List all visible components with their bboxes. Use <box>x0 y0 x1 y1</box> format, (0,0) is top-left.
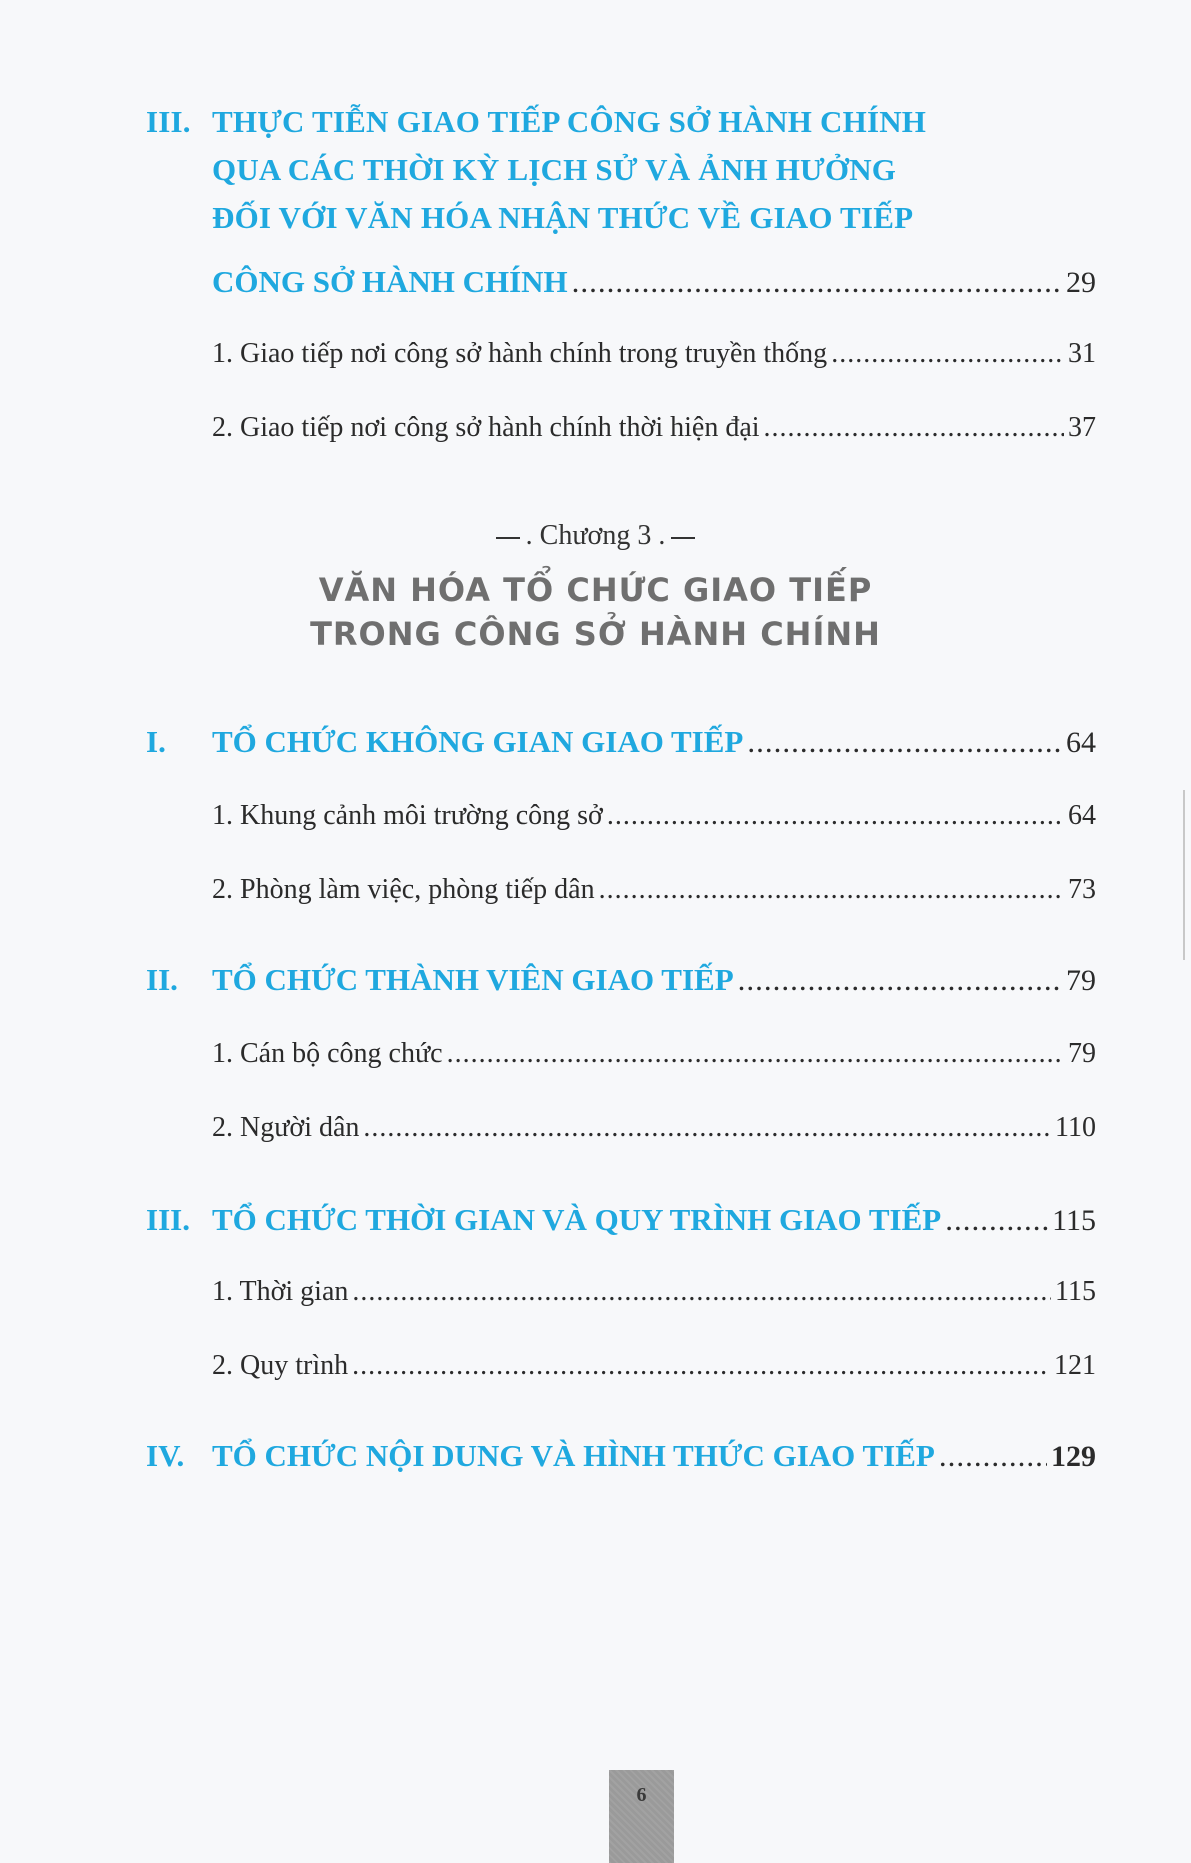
toc-page-number: 115 <box>1052 1204 1096 1237</box>
toc-page-number: 73 <box>1068 874 1096 905</box>
dash-decoration <box>496 537 520 539</box>
toc-section-iii[interactable]: III. TỔ CHỨC THỜI GIAN VÀ QUY TRÌNH GIAO TIẾP ..... 115 <box>146 1202 1096 1238</box>
toc-page-number: 64 <box>1066 726 1096 759</box>
toc-section-number: II. <box>146 962 178 997</box>
toc-section-number: I. <box>146 724 166 759</box>
toc-page-number: 79 <box>1066 964 1096 997</box>
toc-entry[interactable]: 1. Khung cảnh môi trường công sở ..... 64 <box>212 800 1096 832</box>
toc-section-i[interactable]: I. TỔ CHỨC KHÔNG GIAN GIAO TIẾP ..... 64 <box>146 724 1096 760</box>
toc-section-number: IV. <box>146 1438 185 1473</box>
toc-entry[interactable]: 1. Thời gian ..... 115 <box>212 1276 1096 1308</box>
toc-entry[interactable]: 1. Giao tiếp nơi công sở hành chính trong truyền thống ..... 31 <box>212 338 1096 370</box>
toc-section-number: III. <box>146 1202 190 1237</box>
toc-page-number: 31 <box>1068 338 1096 369</box>
toc-page-number: 110 <box>1055 1112 1096 1143</box>
page-number-box <box>609 1770 674 1863</box>
leader-dots <box>945 1202 1048 1238</box>
toc-page-number: 29 <box>1066 266 1096 299</box>
toc-page-number: 121 <box>1054 1350 1096 1381</box>
leader-dots <box>352 1276 1051 1308</box>
leader-dots <box>764 412 1064 444</box>
toc-page-number: 37 <box>1068 412 1096 443</box>
toc-entry[interactable]: 2. Người dân ..... 110 <box>212 1112 1096 1144</box>
toc-section-iv[interactable]: IV. TỔ CHỨC NỘI DUNG VÀ HÌNH THỨC GIAO TIẾP ..... 129 <box>146 1438 1096 1474</box>
leader-dots <box>599 874 1064 906</box>
toc-page-number: 129 <box>1051 1440 1096 1473</box>
leader-dots <box>607 800 1064 832</box>
chapter-label: . Chương 3 . <box>0 520 1191 552</box>
leader-dots <box>572 264 1062 300</box>
toc-heading-line: ĐỐI VỚI VĂN HÓA NHẬN THỨC VỀ GIAO TIẾP <box>212 200 914 235</box>
toc-section-ii[interactable]: II. TỔ CHỨC THÀNH VIÊN GIAO TIẾP ..... 79 <box>146 962 1096 998</box>
toc-section-number: III. <box>146 104 191 139</box>
page-number: 6 <box>636 1784 647 1806</box>
toc-heading-last-line[interactable]: CÔNG SỞ HÀNH CHÍNH ..... 29 <box>212 264 1096 300</box>
toc-heading-line: QUA CÁC THỜI KỲ LỊCH SỬ VÀ ẢNH HƯỞNG <box>212 152 897 187</box>
leader-dots <box>738 962 1062 998</box>
toc-page-number: 64 <box>1068 800 1096 831</box>
toc-entry[interactable]: 2. Phòng làm việc, phòng tiếp dân ..... 73 <box>212 874 1096 906</box>
toc-entry[interactable]: 2. Quy trình ..... 121 <box>212 1350 1096 1382</box>
leader-dots <box>747 724 1062 760</box>
toc-page-number: 115 <box>1055 1276 1096 1307</box>
toc-entry[interactable]: 1. Cán bộ công chức ..... 79 <box>212 1038 1096 1070</box>
toc-section-iii-history[interactable] <box>146 98 1096 242</box>
leader-dots <box>352 1350 1050 1382</box>
chapter-title: VĂN HÓA TỔ CHỨC GIAO TIẾP TRONG CÔNG SỞ HÀNH CHÍNH <box>310 571 881 653</box>
leader-dots <box>363 1112 1051 1144</box>
page-edge-mark <box>1183 790 1185 960</box>
leader-dots <box>447 1038 1064 1070</box>
dash-decoration <box>671 537 695 539</box>
toc-entry[interactable]: 2. Giao tiếp nơi công sở hành chính thời hiện đại ..... 37 <box>212 412 1096 444</box>
toc-page-number: 79 <box>1068 1038 1096 1069</box>
leader-dots <box>939 1438 1047 1474</box>
leader-dots <box>831 338 1064 370</box>
toc-heading-line: III. THỰC TIỄN GIAO TIẾP CÔNG SỞ HÀNH CHÍNH <box>146 98 1096 146</box>
